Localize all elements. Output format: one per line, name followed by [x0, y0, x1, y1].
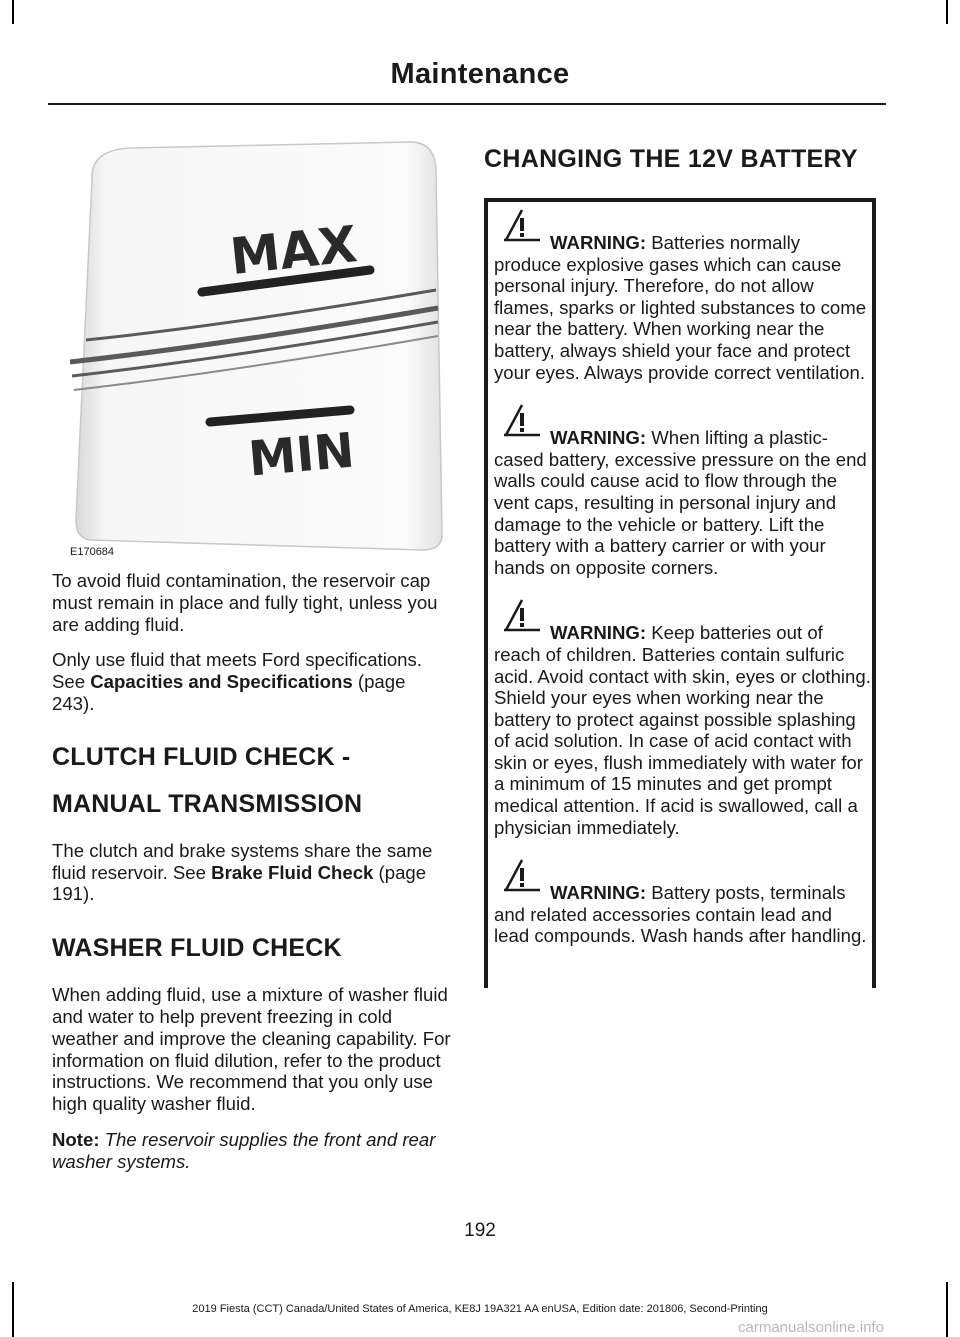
clutch-heading-line-2: MANUAL TRANSMISSION [52, 789, 363, 818]
warning-item: WARNING: Battery posts, terminals and related accessories contain lead and lead compounds. Wash hands after handling. [494, 858, 872, 947]
watermark: carmanualsonline.info [738, 1319, 884, 1336]
battery-heading: CHANGING THE 12V BATTERY [484, 145, 858, 173]
max-label: MAX [227, 215, 360, 287]
min-label: MIN [246, 422, 357, 488]
figure-id: E170684 [70, 546, 115, 558]
warning-item: WARNING: Batteries normally produce explosive gases which can cause personal injury. Therefore, do not allow flames, sparks or lighted substances to come near the battery. When working near the battery, always shield your face and protect your eyes. Always provide correct ventilation. [494, 208, 872, 383]
left-column [52, 570, 452, 1187]
washer-paragraph: When adding fluid, use a mixture of washer fluid and water to help prevent freezing in cold weather and improve the cleaning capability. For information on fluid dilution, refer to the product instructions. We recommend that you only use high quality washer fluid. [52, 984, 451, 1115]
fluid-spec-paragraph: Only use fluid that meets Ford specifications. See Capacities and Specifications (page 243). [52, 649, 422, 714]
warning-triangle-icon [502, 208, 542, 242]
warning-item: WARNING: When lifting a plastic-cased battery, excessive pressure on the end walls could cause acid to flow through the vent caps, resulting in personal injury and damage to the vehicle or battery. Lift the battery with a battery carrier or with your hands on opposite corners. [494, 403, 872, 578]
washer-note: Note: The reservoir supplies the front and rear washer systems. [52, 1128, 436, 1172]
page-number: 192 [464, 1220, 496, 1241]
washer-heading: WASHER FLUID CHECK [52, 934, 342, 963]
edition-footer: 2019 Fiesta (CCT) Canada/United States of America, KE8J 19A321 AA enUSA, Edition date: 201806, Second-Printing [192, 1303, 768, 1315]
clutch-paragraph: The clutch and brake systems share the same fluid reservoir. See Brake Fluid Check (page 191). [52, 839, 433, 905]
reservoir-cap-paragraph: To avoid fluid contamination, the reservoir cap must remain in place and fully tight, unless you are adding fluid. [52, 570, 438, 635]
warning-triangle-icon [502, 858, 542, 892]
page-title: Maintenance [390, 58, 570, 90]
crop-mark-top-right [946, 0, 948, 24]
warning-item: WARNING: Keep batteries out of reach of children. Batteries contain sulfuric acid. Avoid contact with skin, eyes or clothing. Shield your eyes when working near the battery to protect against possible splashing of acid solution. In case of acid contact with skin or eyes, flush immediately with water for a minimum of 15 minutes and get prompt medical attention. If acid is swallowed, call a physician immediately. [494, 598, 872, 838]
warning-triangle-icon [502, 598, 542, 632]
crop-mark-top-left [12, 0, 14, 24]
clutch-heading-line-1: CLUTCH FLUID CHECK - [52, 742, 351, 771]
header-divider [48, 103, 886, 105]
brake-fluid-link[interactable]: Brake Fluid Check [211, 861, 374, 883]
reservoir-illustration [50, 140, 450, 565]
capacities-link[interactable]: Capacities and Specifications [90, 671, 353, 693]
warning-list [494, 208, 872, 967]
warning-triangle-icon [502, 403, 542, 437]
